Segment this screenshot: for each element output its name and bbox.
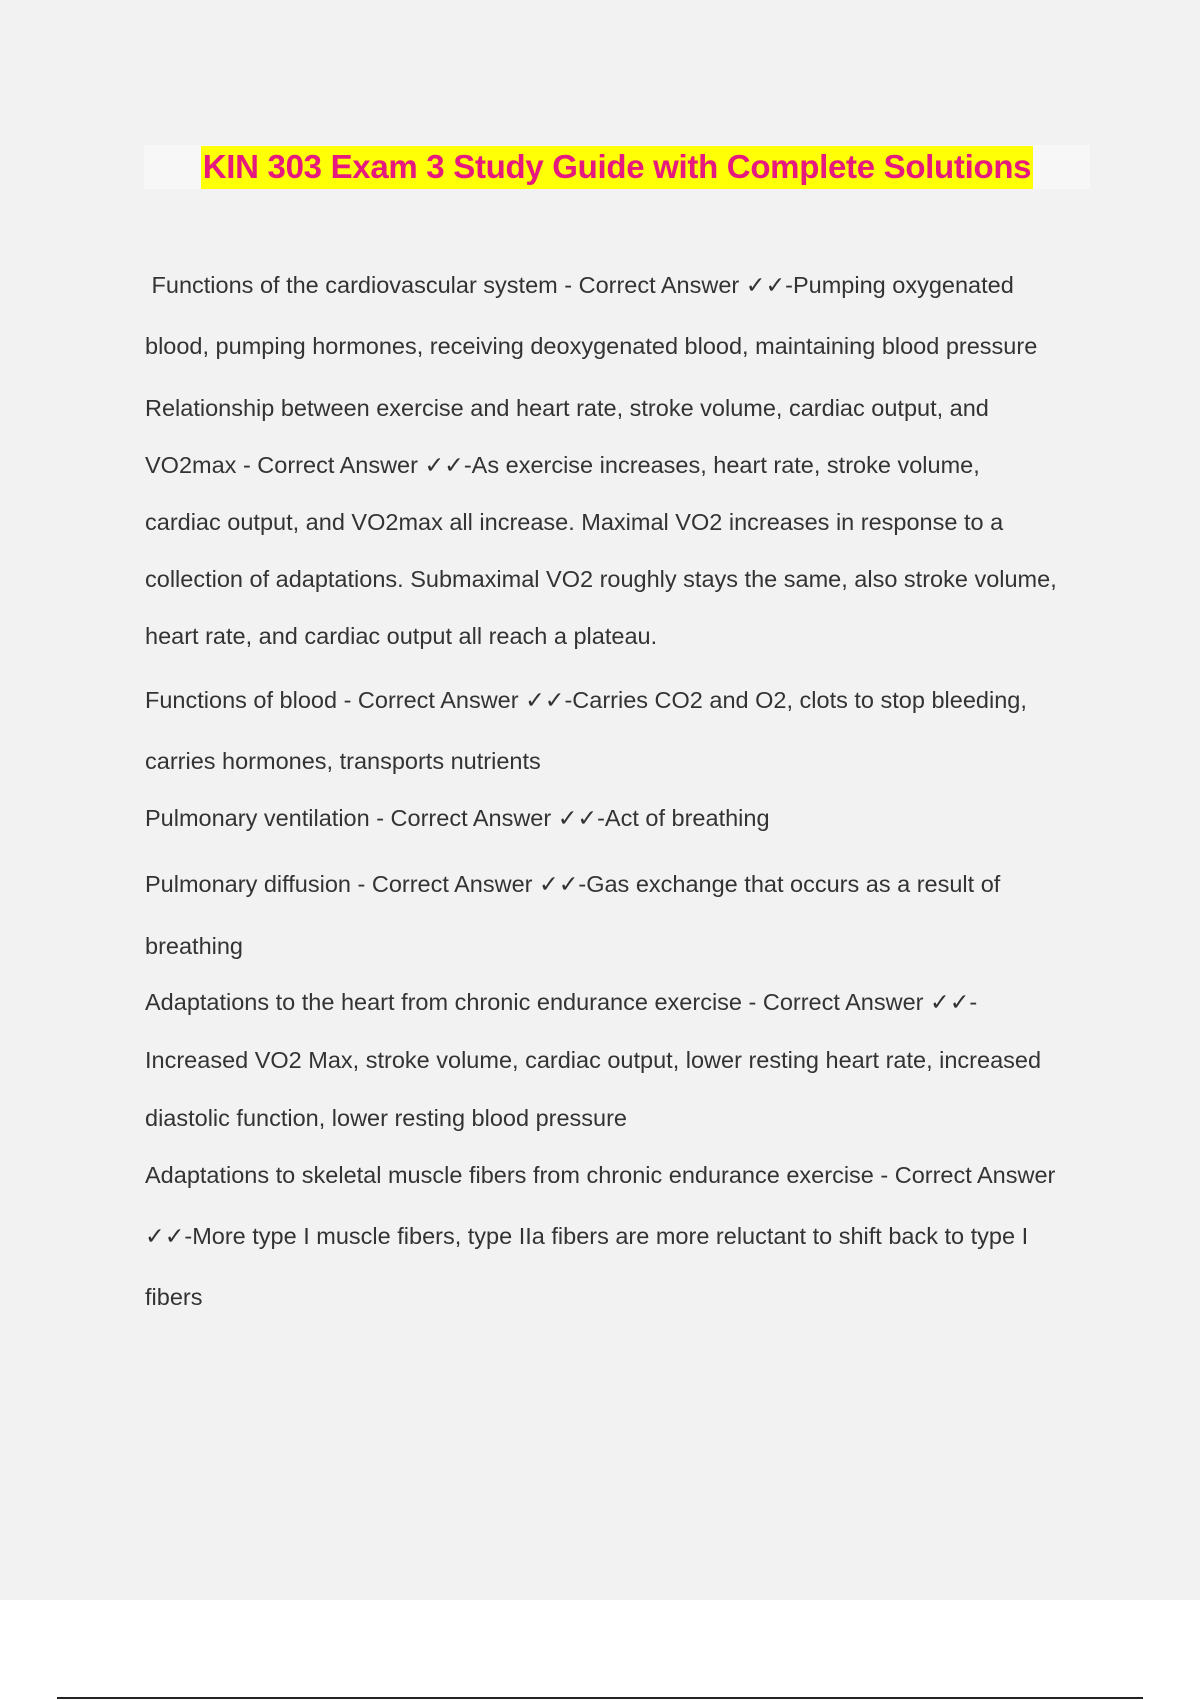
text-line: Increased VO2 Max, stroke volume, cardiac output, lower resting heart rate, increased [145,1047,1042,1073]
qa-entry-heart-adaptations [145,973,1105,1147]
text-line: Functions of blood - Correct Answer ✓✓-Carries CO2 and O2, clots to stop bleeding, [145,687,1027,713]
qa-entry-pulmonary-ventilation [145,788,1105,848]
text-line: Functions of the cardiovascular system - Correct Answer ✓✓-Pumping oxygenated [145,272,1014,298]
text-line: carries hormones, transports nutrients [145,748,541,774]
text-line: VO2max - Correct Answer ✓✓-As exercise increases, heart rate, stroke volume, [145,452,980,478]
qa-entry-pulmonary-diffusion [145,853,1105,977]
text-line: fibers [145,1284,203,1310]
qa-entry-blood-functions [145,670,1105,792]
title-banner [144,145,1090,189]
text-line: Adaptations to skeletal muscle fibers from chronic endurance exercise - Correct Answer [145,1162,1056,1188]
text-line: cardiac output, and VO2max all increase. Maximal VO2 increases in response to a [145,509,1004,535]
text-line: Pulmonary diffusion - Correct Answer ✓✓-Gas exchange that occurs as a result of [145,871,1001,897]
text-line: Adaptations to the heart from chronic endurance exercise - Correct Answer ✓✓- [145,989,978,1015]
qa-entry-muscle-fiber-adaptations [145,1145,1105,1328]
text-line: collection of adaptations. Submaximal VO2 roughly stays the same, also stroke volume, [145,566,1057,592]
text-line: blood, pumping hormones, receiving deoxygenated blood, maintaining blood pressure [145,333,1038,359]
footer-divider [57,1697,1143,1699]
text-line: Relationship between exercise and heart rate, stroke volume, cardiac output, and [145,395,989,421]
text-line: heart rate, and cardiac output all reach a plateau. [145,623,658,649]
qa-entry-exercise-relationship [145,380,1105,665]
document-title: KIN 303 Exam 3 Study Guide with Complete Solutions [201,146,1033,189]
qa-entry-cardiovascular-functions [145,255,1105,377]
text-line: Pulmonary ventilation - Correct Answer ✓✓-Act of breathing [145,805,770,831]
text-line: breathing [145,933,243,959]
text-line: ✓✓-More type I muscle fibers, type IIa fibers are more reluctant to shift back to type I [145,1223,1029,1249]
text-line: diastolic function, lower resting blood pressure [145,1105,628,1131]
